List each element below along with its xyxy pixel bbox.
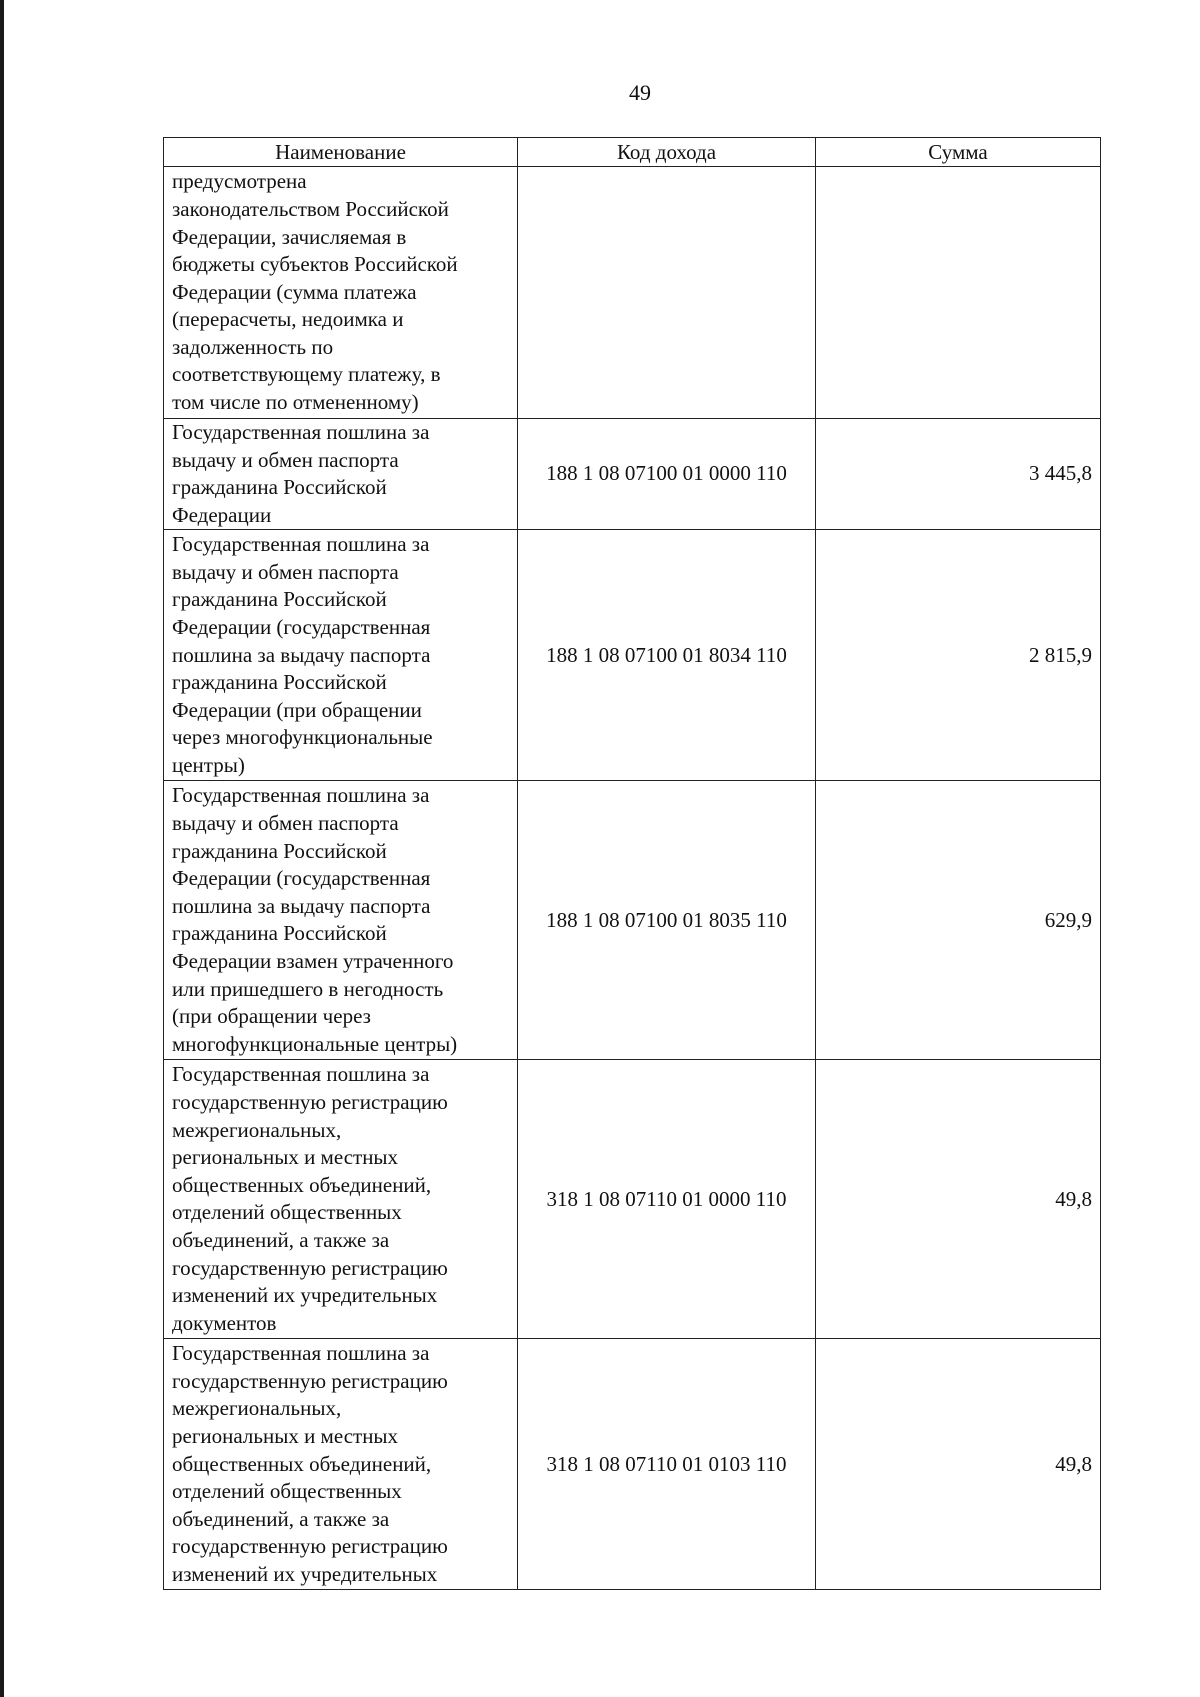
row-code: 188 1 08 07100 01 8035 110: [518, 781, 816, 1060]
row-name: Государственная пошлина за государственную регистрацию межрегиональных, региональных и местных общественных объединений, отделений общественных объединений, а также за государственную регистрацию изменений их учредительных документов: [164, 1060, 518, 1339]
table-row: [164, 1060, 1101, 1339]
table-row: [164, 419, 1101, 530]
row-name: Государственная пошлина за государственную регистрацию межрегиональных, региональных и местных общественных объединений, отделений общественных объединений, а также за государственную регистрацию изменений их учредительных: [164, 1339, 518, 1590]
row-name: Государственная пошлина за выдачу и обмен паспорта гражданина Российской Федерации (государственная пошлина за выдачу паспорта гражданина Российской Федерации (при обращении через многофункциональные центры): [164, 530, 518, 781]
row-sum: 629,9: [816, 781, 1101, 1060]
row-sum: 2 815,9: [816, 530, 1101, 781]
row-code: 188 1 08 07100 01 8034 110: [518, 530, 816, 781]
row-code: 318 1 08 07110 01 0000 110: [518, 1060, 816, 1339]
row-code: 318 1 08 07110 01 0103 110: [518, 1339, 816, 1590]
header-name: Наименование: [164, 138, 518, 167]
row-code: [518, 167, 816, 419]
row-name: Государственная пошлина за выдачу и обмен паспорта гражданина Российской Федерации: [164, 419, 518, 530]
table-row: [164, 167, 1101, 419]
table-row: [164, 781, 1101, 1060]
row-sum: 3 445,8: [816, 419, 1101, 530]
header-sum: Сумма: [816, 138, 1101, 167]
row-name: предусмотрена законодательством Российской Федерации, зачисляемая в бюджеты субъектов Российской Федерации (сумма платежа (перерасчеты, недоимка и задолженность по соответствующему платежу, в том числе по отмененному): [164, 167, 518, 419]
row-code: 188 1 08 07100 01 0000 110: [518, 419, 816, 530]
row-sum: 49,8: [816, 1060, 1101, 1339]
row-sum: 49,8: [816, 1339, 1101, 1590]
page-number: 49: [629, 80, 651, 105]
header-code: Код дохода: [518, 138, 816, 167]
table-row: [164, 1339, 1101, 1590]
table-header-row: [164, 138, 1101, 167]
revenue-table: [163, 137, 1101, 1590]
row-sum: [816, 167, 1101, 419]
scan-edge: [0, 0, 4, 1697]
row-name: Государственная пошлина за выдачу и обмен паспорта гражданина Российской Федерации (государственная пошлина за выдачу паспорта гражданина Российской Федерации взамен утраченного или пришедшего в негодность (при обращении через многофункциональные центры): [164, 781, 518, 1060]
table-row: [164, 530, 1101, 781]
